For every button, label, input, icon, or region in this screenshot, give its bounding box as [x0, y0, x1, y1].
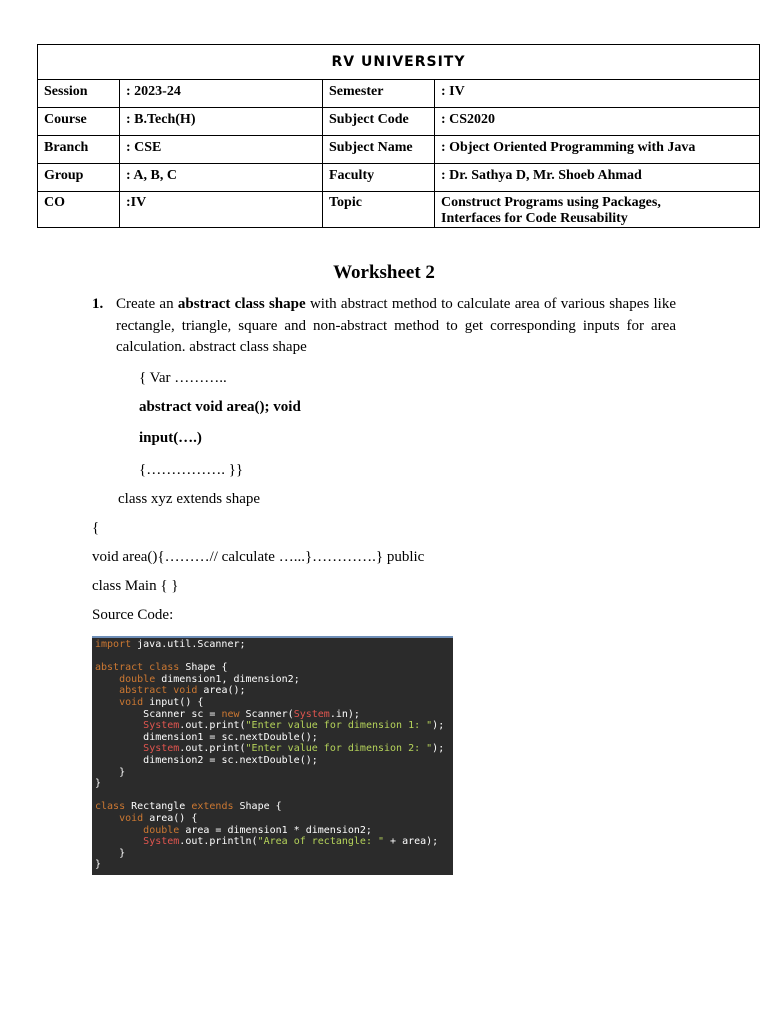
- code-rectangle-rest: Shape {: [233, 801, 282, 813]
- code-close-area: }: [119, 847, 126, 859]
- code-println-b: + area);: [384, 836, 439, 848]
- co-value: :IV: [120, 192, 323, 228]
- code-string-2: "Enter value for dimension 2: ": [245, 743, 433, 755]
- input-line: input(….): [139, 430, 202, 446]
- topic-label: Topic: [323, 192, 435, 228]
- question-text: [116, 294, 676, 359]
- code-block: [92, 638, 453, 871]
- worksheet-title: Worksheet 2: [333, 262, 435, 283]
- code-dimension1-read: dimension1 = sc.nextDouble();: [143, 731, 318, 743]
- abstract-void-line: abstract void area(); void: [139, 399, 301, 415]
- class-main-line: class Main { }: [92, 578, 179, 594]
- code-void-keyword-2: void: [119, 812, 144, 824]
- code-area-impl: area() {: [143, 812, 198, 824]
- question-bold-phrase: abstract class shape: [177, 296, 306, 312]
- course-row: [38, 108, 760, 136]
- session-value: : 2023-24: [120, 80, 323, 108]
- code-area-decl: area();: [197, 685, 246, 697]
- code-extends-keyword: extends: [191, 801, 234, 813]
- code-print-1b: );: [432, 720, 445, 732]
- code-string-3: "Area of rectangle: ": [257, 836, 385, 848]
- subject-code-label: Subject Code: [323, 108, 435, 136]
- code-close-shape: }: [95, 778, 102, 790]
- faculty-label: Faculty: [323, 164, 435, 192]
- branch-row: [38, 136, 760, 164]
- code-close-input: }: [119, 766, 126, 778]
- course-label: Course: [38, 108, 120, 136]
- co-row: [38, 192, 760, 228]
- source-code-screenshot: [92, 636, 453, 875]
- code-scanner-c: .in);: [329, 708, 360, 720]
- branch-value: : CSE: [120, 136, 323, 164]
- code-scanner-b: Scanner(: [239, 708, 294, 720]
- void-area-line: void area(){………// calculate …...}………….} public: [92, 549, 425, 565]
- subject-name-label: Subject Name: [323, 136, 435, 164]
- code-abstract-class-keyword: abstract class: [95, 662, 180, 674]
- code-input-decl: input() {: [143, 696, 204, 708]
- code-close-rectangle: }: [95, 859, 102, 871]
- question-text-part-2: with abstract method to calculate area of various shapes like rectangle, triangle, square and non-abstract method to get corresponding inputs for area calculation. abstract class shape: [116, 296, 676, 355]
- code-import-keyword: import: [95, 639, 132, 650]
- topic-value: [435, 192, 760, 228]
- group-label: Group: [38, 164, 120, 192]
- code-shape-decl: Shape {: [179, 662, 228, 674]
- topic-line-1: Construct Programs using Packages,: [441, 195, 661, 210]
- code-system-3: System: [143, 743, 180, 755]
- question-number: 1.: [92, 296, 104, 312]
- code-system-2: System: [143, 720, 180, 732]
- code-new-keyword: new: [221, 708, 240, 720]
- code-println-a: .out.println(: [179, 836, 258, 848]
- subject-code-value: : CS2020: [435, 108, 760, 136]
- question-text-part-1: Create an: [116, 296, 178, 312]
- university-title: RV UNIVERSITY: [38, 45, 760, 80]
- code-scanner-a: Scanner sc =: [143, 708, 222, 720]
- group-value: : A, B, C: [120, 164, 323, 192]
- code-void-keyword: void: [119, 696, 144, 708]
- code-print-2b: );: [432, 743, 445, 755]
- code-class-keyword: class: [95, 801, 126, 813]
- code-system-4: System: [143, 836, 180, 848]
- code-abstract-void-keyword: abstract void: [119, 685, 198, 697]
- group-row: [38, 164, 760, 192]
- code-dimension2-read: dimension2 = sc.nextDouble();: [143, 754, 318, 766]
- faculty-value: : Dr. Sathya D, Mr. Shoeb Ahmad: [435, 164, 760, 192]
- code-double-keyword-2: double: [143, 824, 180, 836]
- braces-line: {……………. }}: [139, 462, 244, 478]
- course-value: : B.Tech(H): [120, 108, 323, 136]
- session-label: Session: [38, 80, 120, 108]
- session-row: [38, 80, 760, 108]
- subject-name-value: : Object Oriented Programming with Java: [435, 136, 760, 164]
- code-print-2a: .out.print(: [179, 743, 246, 755]
- semester-value: : IV: [435, 80, 760, 108]
- code-rectangle-name: Rectangle: [125, 801, 192, 813]
- source-code-label: Source Code:: [92, 607, 174, 623]
- code-double-keyword: double: [119, 673, 156, 685]
- code-string-1: "Enter value for dimension 1: ": [245, 720, 433, 732]
- code-import-rest: java.util.Scanner;: [131, 639, 246, 650]
- code-area-calc: area = dimension1 * dimension2;: [179, 824, 372, 836]
- class-xyz-line: class xyz extends shape: [118, 491, 261, 507]
- code-print-1a: .out.print(: [179, 720, 246, 732]
- header-table: [37, 44, 760, 228]
- code-system-1: System: [293, 708, 330, 720]
- code-dimensions-decl: dimension1, dimension2;: [155, 673, 300, 685]
- open-brace-line: {: [92, 520, 100, 536]
- branch-label: Branch: [38, 136, 120, 164]
- var-line: { Var ………..: [139, 370, 227, 386]
- co-label: CO: [38, 192, 120, 228]
- semester-label: Semester: [323, 80, 435, 108]
- topic-line-2: Interfaces for Code Reusability: [441, 211, 628, 226]
